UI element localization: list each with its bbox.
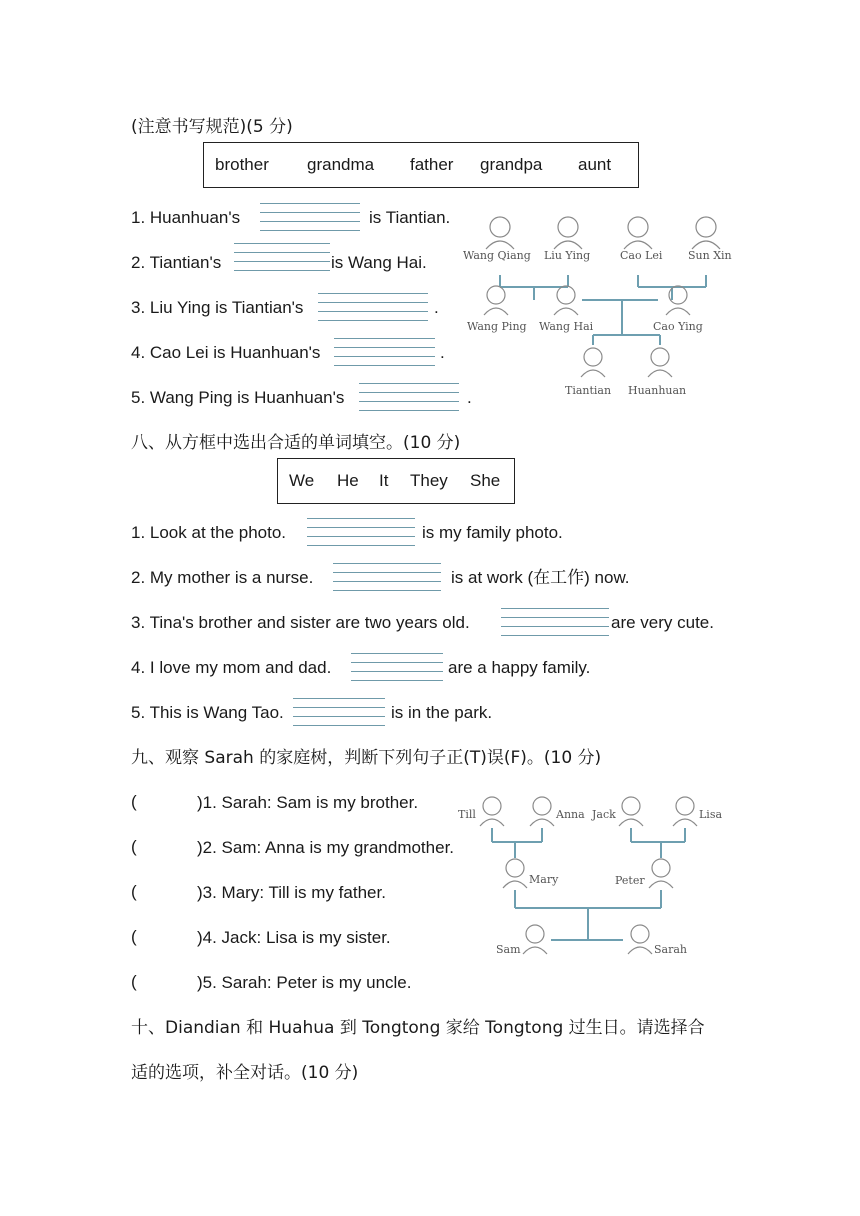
- family-tree-sarah: [455, 790, 745, 970]
- tree-name: Wang Qiang: [463, 249, 531, 262]
- word-option: grandma: [307, 155, 375, 174]
- tree-name: Lisa: [699, 808, 723, 821]
- word-option: grandpa: [480, 155, 543, 174]
- question-text: 3. Tina's brother and sister are two years old.: [131, 613, 470, 632]
- tree-name: Sam: [496, 943, 521, 956]
- question-text: is Tiantian.: [369, 208, 451, 227]
- tree-name: Wang Hai: [539, 320, 594, 333]
- judge-item: )3. Mary: Till is my father.: [197, 883, 386, 902]
- answer-paren[interactable]: (: [131, 792, 137, 811]
- judge-item: )1. Sarah: Sam is my brother.: [197, 793, 419, 812]
- tree-name: Wang Ping: [467, 320, 527, 333]
- question-text: 4. I love my mom and dad.: [131, 658, 332, 677]
- question-text: .: [467, 388, 472, 407]
- word-option: He: [337, 471, 359, 490]
- question-text: 2. My mother is a nurse.: [131, 568, 314, 587]
- section7-intro: (注意书写规范)(5 分): [131, 117, 293, 137]
- tree-name: Jack: [592, 808, 616, 821]
- tree-name: Peter: [615, 874, 645, 887]
- answer-paren[interactable]: (: [131, 882, 137, 901]
- judge-item: )5. Sarah: Peter is my uncle.: [197, 973, 412, 992]
- judge-item: )4. Jack: Lisa is my sister.: [197, 928, 391, 947]
- question-text: is my family photo.: [422, 523, 563, 542]
- question-text: is in the park.: [391, 703, 493, 722]
- question-text: are a happy family.: [448, 658, 591, 677]
- word-option: It: [379, 471, 389, 490]
- answer-blank[interactable]: [501, 608, 609, 638]
- judge-item: )2. Sam: Anna is my grandmother.: [197, 838, 455, 857]
- answer-paren[interactable]: (: [131, 927, 137, 946]
- question-text: is Wang Hai.: [331, 253, 427, 272]
- answer-blank[interactable]: [307, 518, 415, 548]
- section8-title: 八、从方框中选出合适的单词填空。(10 分): [131, 433, 461, 453]
- tree-name: Cao Ying: [653, 320, 703, 333]
- question-text: are very cute.: [611, 613, 714, 632]
- word-option: aunt: [578, 155, 612, 174]
- section9-title: 九、观察 Sarah 的家庭树，判断下列句子正(T)误(F)。(10 分): [131, 748, 602, 768]
- section10-line1: 十、Diandian 和 Huahua 到 Tongtong 家给 Tongtong 过生日。请选择合: [131, 1018, 705, 1038]
- answer-blank[interactable]: [334, 338, 435, 368]
- tree-name: Mary: [529, 873, 559, 886]
- question-text: 5. Wang Ping is Huanhuan's: [131, 388, 345, 407]
- question-text: 1. Look at the photo.: [131, 523, 287, 542]
- answer-blank[interactable]: [351, 653, 443, 683]
- question-text: 5. This is Wang Tao.: [131, 703, 284, 722]
- answer-paren[interactable]: (: [131, 972, 137, 991]
- word-option: She: [470, 471, 501, 490]
- word-box-8: [277, 458, 515, 504]
- tree-name: Anna: [556, 808, 585, 821]
- answer-blank[interactable]: [359, 383, 459, 413]
- answer-blank[interactable]: [293, 698, 385, 728]
- word-option: brother: [215, 155, 269, 174]
- question-text: 4. Cao Lei is Huanhuan's: [131, 343, 321, 362]
- word-box-7: [203, 142, 639, 188]
- question-text: 1. Huanhuan's: [131, 208, 241, 227]
- question-text: 3. Liu Ying is Tiantian's: [131, 298, 304, 317]
- answer-paren[interactable]: (: [131, 837, 137, 856]
- family-tree-tiantian: [460, 205, 750, 405]
- question-text: .: [440, 343, 445, 362]
- person-icon: [484, 217, 720, 377]
- answer-blank[interactable]: [333, 563, 441, 593]
- question-text: is at work (在工作) now.: [451, 568, 630, 587]
- answer-blank[interactable]: [260, 203, 360, 233]
- answer-blank[interactable]: [234, 243, 330, 273]
- word-option: We: [289, 471, 315, 490]
- tree-name: Cao Lei: [620, 249, 663, 262]
- section10-line2: 适的选项，补全对话。(10 分): [131, 1063, 359, 1083]
- answer-blank[interactable]: [318, 293, 428, 323]
- tree-name: Huanhuan: [628, 384, 687, 397]
- word-option: They: [410, 471, 448, 490]
- tree-name: Liu Ying: [544, 249, 591, 262]
- word-option: father: [410, 155, 454, 174]
- tree-name: Sarah: [654, 943, 687, 956]
- tree-name: Till: [458, 808, 476, 821]
- question-text: 2. Tiantian's: [131, 253, 222, 272]
- question-text: .: [434, 298, 439, 317]
- tree-name: Tiantian: [565, 384, 612, 397]
- tree-name: Sun Xin: [688, 249, 732, 262]
